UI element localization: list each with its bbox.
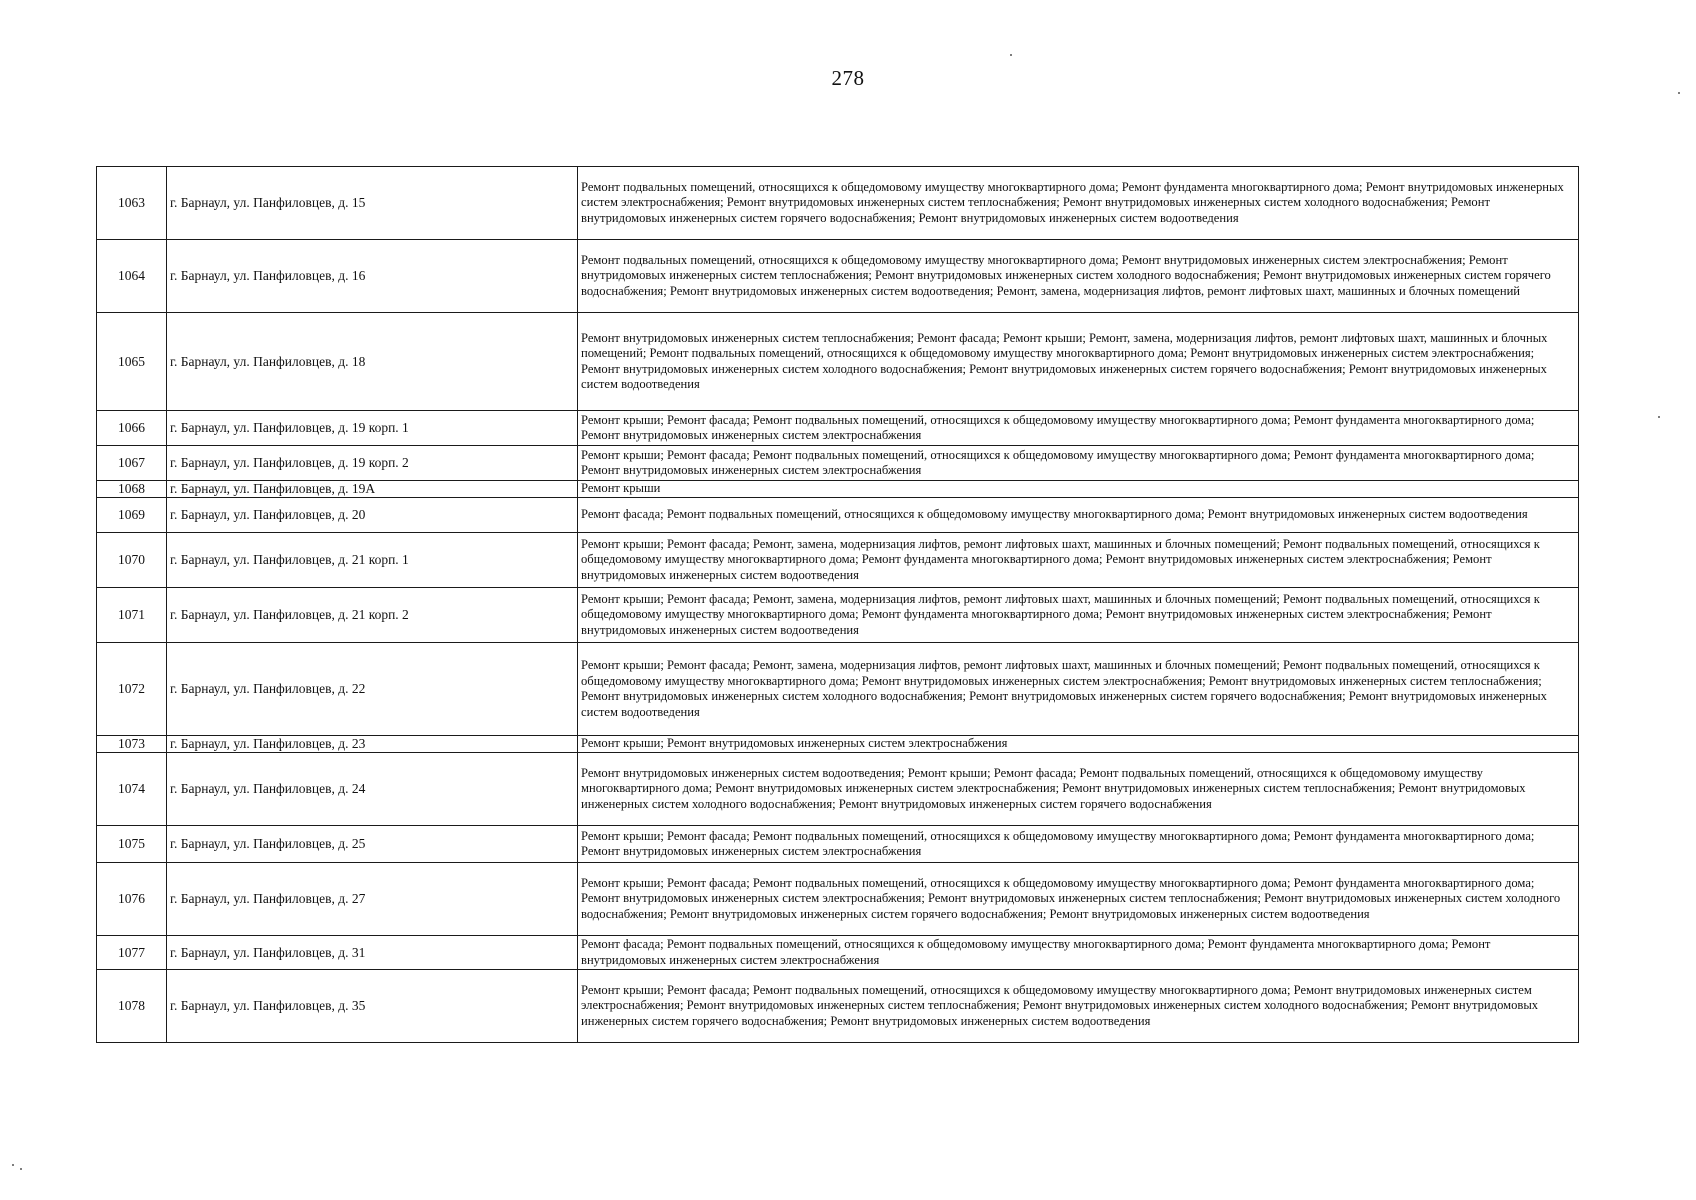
row-number: 1066: [97, 411, 167, 446]
page-number: 278: [831, 66, 865, 90]
row-address: г. Барнаул, ул. Панфиловцев, д. 19 корп. 2: [167, 446, 578, 481]
table-row: [97, 936, 1579, 970]
repair-works-table: [96, 166, 1579, 1043]
row-number: 1063: [97, 167, 167, 240]
table-row: [97, 533, 1579, 588]
scan-speck: [1678, 92, 1680, 94]
scan-speck: [1658, 416, 1660, 418]
row-works: Ремонт внутридомовых инженерных систем теплоснабжения; Ремонт фасада; Ремонт крыши; Ремонт, замена, модернизация лифтов, ремонт лифтовых шахт, машинных и блочных помещений; Ремонт подвальных помещений, относящихся к общедомовому имуществу многоквартирного дома; Ремонт внутридомовых инженерных систем электроснабжения; Ремонт внутридомовых инженерных систем холодного водоснабжения; Ремонт внутридомовых инженерных систем горячего водоснабжения; Ремонт внутридомовых инженерных систем водоотведения: [578, 313, 1579, 411]
row-address: г. Барнаул, ул. Панфиловцев, д. 27: [167, 863, 578, 936]
row-works: Ремонт крыши; Ремонт фасада; Ремонт подвальных помещений, относящихся к общедомовому имуществу многоквартирного дома; Ремонт фундамента многоквартирного дома; Ремонт внутридомовых инженерных систем электроснабжения: [578, 826, 1579, 863]
row-works: Ремонт крыши; Ремонт фасада; Ремонт, замена, модернизация лифтов, ремонт лифтовых шахт, машинных и блочных помещений; Ремонт подвальных помещений, относящихся к общедомовому имуществу многоквартирного дома; Ремонт внутридомовых инженерных систем электроснабжения; Ремонт внутридомовых инженерных систем теплоснабжения; Ремонт внутридомовых инженерных систем холодного водоснабжения; Ремонт внутридомовых инженерных систем горячего водоснабжения; Ремонт внутридомовых инженерных систем водоотведения: [578, 643, 1579, 736]
row-works: Ремонт крыши; Ремонт фасада; Ремонт, замена, модернизация лифтов, ремонт лифтовых шахт, машинных и блочных помещений; Ремонт подвальных помещений, относящихся к общедомовому имуществу многоквартирного дома; Ремонт фундамента многоквартирного дома; Ремонт внутридомовых инженерных систем электроснабжения; Ремонт внутридомовых инженерных систем водоотведения: [578, 588, 1579, 643]
table-row: [97, 411, 1579, 446]
row-number: 1074: [97, 753, 167, 826]
scan-speck: [1010, 54, 1012, 56]
table-row: [97, 498, 1579, 533]
row-address: г. Барнаул, ул. Панфиловцев, д. 31: [167, 936, 578, 970]
table-row: [97, 970, 1579, 1043]
row-number: 1071: [97, 588, 167, 643]
row-address: г. Барнаул, ул. Панфиловцев, д. 20: [167, 498, 578, 533]
row-number: 1072: [97, 643, 167, 736]
row-address: г. Барнаул, ул. Панфиловцев, д. 16: [167, 240, 578, 313]
row-works: Ремонт крыши; Ремонт фасада; Ремонт, замена, модернизация лифтов, ремонт лифтовых шахт, машинных и блочных помещений; Ремонт подвальных помещений, относящихся к общедомовому имуществу многоквартирного дома; Ремонт фундамента многоквартирного дома; Ремонт внутридомовых инженерных систем электроснабжения; Ремонт внутридомовых инженерных систем водоотведения: [578, 533, 1579, 588]
row-works: Ремонт подвальных помещений, относящихся к общедомовому имуществу многоквартирного дома; Ремонт внутридомовых инженерных систем электроснабжения; Ремонт внутридомовых инженерных систем теплоснабжения; Ремонт внутридомовых инженерных систем холодного водоснабжения; Ремонт внутридомовых инженерных систем горячего водоснабжения; Ремонт внутридомовых инженерных систем водоотведения; Ремонт, замена, модернизация лифтов, ремонт лифтовых шахт, машинных и блочных помещений: [578, 240, 1579, 313]
table-row: [97, 753, 1579, 826]
table-row: [97, 826, 1579, 863]
row-works: Ремонт внутридомовых инженерных систем водоотведения; Ремонт крыши; Ремонт фасада; Ремонт подвальных помещений, относящихся к общедомовому имуществу многоквартирного дома; Ремонт внутридомовых инженерных систем электроснабжения; Ремонт внутридомовых инженерных систем теплоснабжения; Ремонт внутридомовых инженерных систем холодного водоснабжения; Ремонт внутридомовых инженерных систем горячего водоснабжения: [578, 753, 1579, 826]
table-row: [97, 588, 1579, 643]
row-works: Ремонт подвальных помещений, относящихся к общедомовому имуществу многоквартирного дома; Ремонт фундамента многоквартирного дома; Ремонт внутридомовых инженерных систем электроснабжения; Ремонт внутридомовых инженерных систем теплоснабжения; Ремонт внутридомовых инженерных систем холодного водоснабжения; Ремонт внутридомовых инженерных систем горячего водоснабжения; Ремонт внутридомовых инженерных систем водоотведения: [578, 167, 1579, 240]
table-row: [97, 167, 1579, 240]
row-works: Ремонт крыши: [578, 481, 1579, 498]
row-number: 1068: [97, 481, 167, 498]
table-row: [97, 643, 1579, 736]
row-works: Ремонт крыши; Ремонт фасада; Ремонт подвальных помещений, относящихся к общедомовому имуществу многоквартирного дома; Ремонт фундамента многоквартирного дома; Ремонт внутридомовых инженерных систем электроснабжения: [578, 446, 1579, 481]
row-address: г. Барнаул, ул. Панфиловцев, д. 24: [167, 753, 578, 826]
scan-speck: [12, 1164, 14, 1166]
table-row: [97, 863, 1579, 936]
table-row: [97, 736, 1579, 753]
row-works: Ремонт крыши; Ремонт фасада; Ремонт подвальных помещений, относящихся к общедомовому имуществу многоквартирного дома; Ремонт внутридомовых инженерных систем электроснабжения; Ремонт внутридомовых инженерных систем теплоснабжения; Ремонт внутридомовых инженерных систем холодного водоснабжения; Ремонт внутридомовых инженерных систем горячего водоснабжения; Ремонт внутридомовых инженерных систем водоотведения: [578, 970, 1579, 1043]
row-address: г. Барнаул, ул. Панфиловцев, д. 35: [167, 970, 578, 1043]
row-works: Ремонт крыши; Ремонт внутридомовых инженерных систем электроснабжения: [578, 736, 1579, 753]
scan-speck: [20, 1168, 22, 1170]
row-works: Ремонт крыши; Ремонт фасада; Ремонт подвальных помещений, относящихся к общедомовому имуществу многоквартирного дома; Ремонт фундамента многоквартирного дома; Ремонт внутридомовых инженерных систем электроснабжения: [578, 411, 1579, 446]
row-works: Ремонт фасада; Ремонт подвальных помещений, относящихся к общедомовому имуществу многоквартирного дома; Ремонт внутридомовых инженерных систем водоотведения: [578, 498, 1579, 533]
row-number: 1077: [97, 936, 167, 970]
table-row: [97, 446, 1579, 481]
row-address: г. Барнаул, ул. Панфиловцев, д. 23: [167, 736, 578, 753]
table-row: [97, 481, 1579, 498]
row-number: 1065: [97, 313, 167, 411]
row-number: 1064: [97, 240, 167, 313]
table-body: [97, 167, 1579, 1043]
row-number: 1069: [97, 498, 167, 533]
row-address: г. Барнаул, ул. Панфиловцев, д. 19 корп. 1: [167, 411, 578, 446]
row-number: 1078: [97, 970, 167, 1043]
row-number: 1076: [97, 863, 167, 936]
row-address: г. Барнаул, ул. Панфиловцев, д. 22: [167, 643, 578, 736]
row-address: г. Барнаул, ул. Панфиловцев, д. 18: [167, 313, 578, 411]
table-row: [97, 313, 1579, 411]
row-address: г. Барнаул, ул. Панфиловцев, д. 25: [167, 826, 578, 863]
row-number: 1067: [97, 446, 167, 481]
row-address: г. Барнаул, ул. Панфиловцев, д. 21 корп. 1: [167, 533, 578, 588]
row-works: Ремонт фасада; Ремонт подвальных помещений, относящихся к общедомовому имуществу многоквартирного дома; Ремонт фундамента многоквартирного дома; Ремонт внутридомовых инженерных систем электроснабжения: [578, 936, 1579, 970]
row-number: 1070: [97, 533, 167, 588]
row-address: г. Барнаул, ул. Панфиловцев, д. 15: [167, 167, 578, 240]
table-row: [97, 240, 1579, 313]
row-address: г. Барнаул, ул. Панфиловцев, д. 21 корп. 2: [167, 588, 578, 643]
row-works: Ремонт крыши; Ремонт фасада; Ремонт подвальных помещений, относящихся к общедомовому имуществу многоквартирного дома; Ремонт фундамента многоквартирного дома; Ремонт внутридомовых инженерных систем электроснабжения; Ремонт внутридомовых инженерных систем теплоснабжения; Ремонт внутридомовых инженерных систем холодного водоснабжения; Ремонт внутридомовых инженерных систем горячего водоснабжения; Ремонт внутридомовых инженерных систем водоотведения: [578, 863, 1579, 936]
row-number: 1075: [97, 826, 167, 863]
row-number: 1073: [97, 736, 167, 753]
row-address: г. Барнаул, ул. Панфиловцев, д. 19А: [167, 481, 578, 498]
